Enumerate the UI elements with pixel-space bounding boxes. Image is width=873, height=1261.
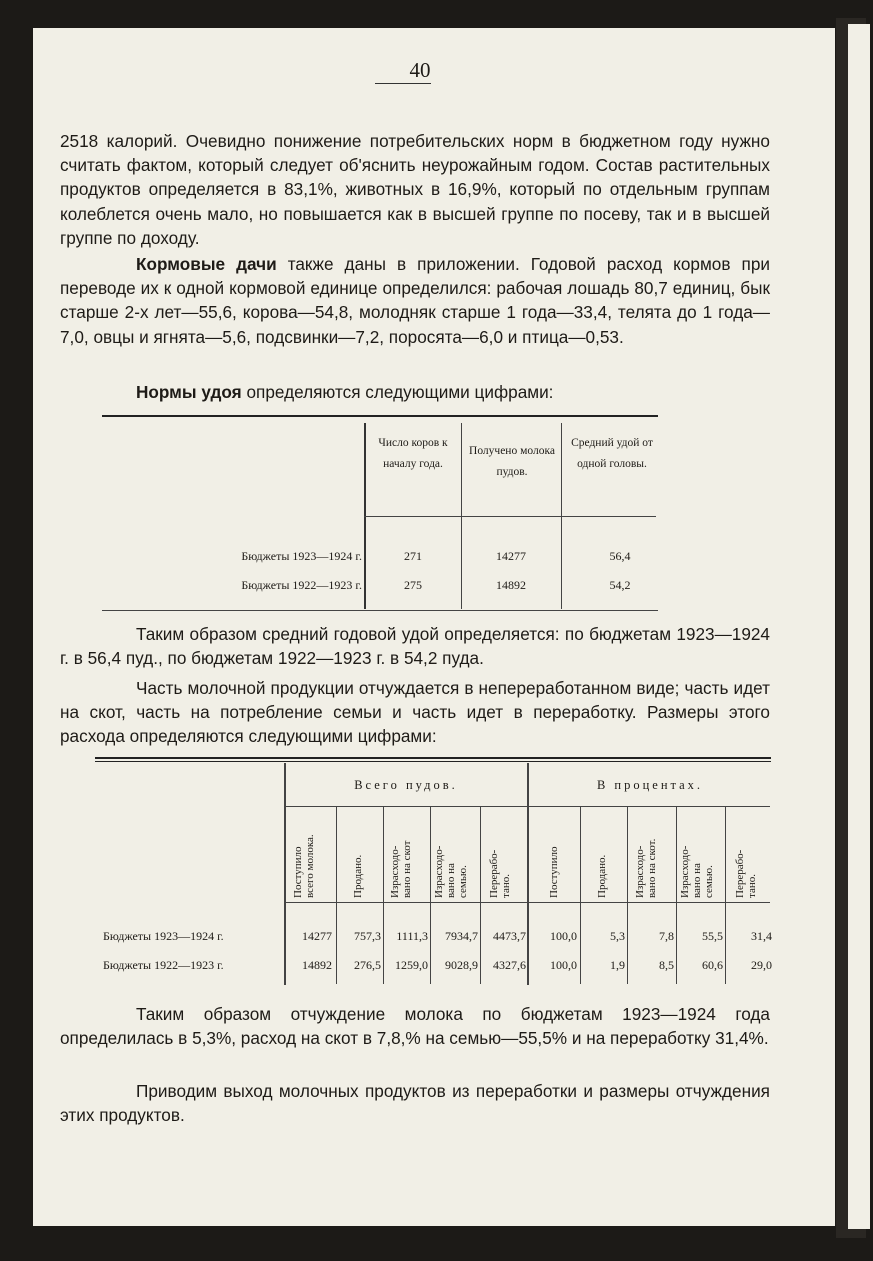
cell-family: 7934,7 xyxy=(445,929,478,943)
cell-family: 9028,9 xyxy=(445,958,478,972)
table-header-rule xyxy=(285,902,770,903)
table-column-divider xyxy=(284,763,286,985)
header-to-livestock: Израсходо- вано на скот xyxy=(389,840,413,898)
cell-sold: 757,3 xyxy=(354,929,381,943)
group-header-percent: В процентах. xyxy=(596,778,704,792)
table-rule xyxy=(102,610,658,611)
paragraph-disposal-summary: Таким образом отчуждение молока по бюджетам 1923—1924 года определилась в 5,3%, расход на скот в 7,8,% на семью—55,5% и на переработку 31,4%. xyxy=(60,1004,770,1049)
cell-processed: 4327,6 xyxy=(493,958,526,972)
header-received-total: Поступило всего молока. xyxy=(292,834,316,898)
cell-received-percent: 100,0 xyxy=(550,929,577,943)
cell-cows: 275 xyxy=(404,578,422,592)
cell-livestock-percent: 7,8 xyxy=(659,929,674,943)
paragraph-milk-disposal: Часть молочной продукции отчуждается в непереработанном виде; часть идет на скот, часть на потребление семьи и часть идет в переработку. Размеры этого расхода определяются следующими цифрами: xyxy=(60,678,770,747)
header-processed: Перерабо- тано. xyxy=(488,849,512,898)
table-rule xyxy=(95,757,771,759)
row-label: Бюджеты 1922—1923 г. xyxy=(103,958,224,972)
feed-rations-heading: Кормовые дачи xyxy=(136,254,277,274)
row-label: Бюджеты 1922—1923 г. xyxy=(241,578,362,592)
cell-milk: 14892 xyxy=(496,578,526,592)
milk-yield-heading: Нормы удоя xyxy=(136,382,242,402)
cell-received: 14277 xyxy=(302,929,332,943)
paragraph-feed-rations xyxy=(60,252,770,349)
page-number-rule xyxy=(375,83,431,84)
header-to-family: Израсходо- вано на семью. xyxy=(433,845,469,898)
feed-rations-text: также даны в приложении. Годовой расход кормов при переводе их к одной кормовой единице определился: рабочая лошадь 80,7 единиц, бык старше 2-х лет—55,6, корова—54,8, молодняк старше 1 года—33,4, телята до 1 года—7,0, овцы и ягнята—5,6, подсвинки—7,2, поросята—6,0 и птица—0,53. xyxy=(60,254,770,347)
group-header-total: Всего пудов. xyxy=(354,778,458,792)
header-sold-percent: Продано. xyxy=(596,854,608,898)
header-to-livestock-percent: Израсходо- вано на скот. xyxy=(634,838,658,898)
cell-milk: 14277 xyxy=(496,549,526,563)
header-milk: Получено молока пудов. xyxy=(469,445,555,478)
cell-family-percent: 60,6 xyxy=(702,958,723,972)
cell-livestock-percent: 8,5 xyxy=(659,958,674,972)
cell-average: 54,2 xyxy=(609,578,631,592)
cell-livestock: 1111,3 xyxy=(396,929,428,943)
paragraph-average-yield: Таким образом средний годовой удой определяется: по бюджетам 1923—1924 г. в 56,4 пуд., по бюджетам 1922—1923 г. в 54,2 пуда. xyxy=(60,624,770,669)
cell-sold-percent: 1,9 xyxy=(610,958,625,972)
page-number: 40 xyxy=(409,58,431,82)
cell-processed-percent: 29,0 xyxy=(751,958,772,972)
header-cows: Число коров к началу года. xyxy=(378,437,448,470)
header-processed-percent: Перерабо- тано. xyxy=(734,849,758,898)
table-header-rule xyxy=(528,806,770,807)
header-average: Средний удой от одной головы. xyxy=(571,437,653,470)
cell-received-percent: 100,0 xyxy=(550,958,577,972)
row-label: Бюджеты 1923—1924 г. xyxy=(241,549,362,563)
table-header-rule xyxy=(285,806,527,807)
cell-sold-percent: 5,3 xyxy=(610,929,625,943)
paragraph-consumption-norms: 2518 калорий. Очевидно понижение потребительских норм в бюджетном году нужно считать фактом, который следует об'яснить неурожайным годом. Состав растительных продуктов определяется в 83,1%, животных в 16,9%, который по отдельным группам колеблется очень мало, но повышается как в высшей группе по посеву, так и в высшей группе по доходу. xyxy=(60,131,770,248)
header-received-percent: Поступило xyxy=(548,846,560,898)
next-page-edge xyxy=(848,24,870,1229)
cell-family-percent: 55,5 xyxy=(702,929,723,943)
paragraph-milk-yield-intro xyxy=(60,380,770,404)
cell-livestock: 1259,0 xyxy=(395,958,428,972)
cell-processed-percent: 31,4 xyxy=(751,929,772,943)
paragraph-dairy-products: Приводим выход молочных продуктов из переработки и размеры отчуждения этих продуктов. xyxy=(60,1081,770,1126)
table-header-rule xyxy=(364,516,656,517)
header-sold: Продано. xyxy=(352,854,364,898)
table-rule xyxy=(95,761,771,762)
milk-yield-intro-text: определяются следующими цифрами: xyxy=(241,382,554,402)
cell-received: 14892 xyxy=(302,958,332,972)
table-column-divider xyxy=(527,763,529,985)
row-label: Бюджеты 1923—1924 г. xyxy=(103,929,224,943)
cell-sold: 276,5 xyxy=(354,958,381,972)
table-rule xyxy=(102,415,658,417)
cell-processed: 4473,7 xyxy=(493,929,526,943)
cell-average: 56,4 xyxy=(609,549,631,563)
header-to-family-percent: Израсходо- вано на семью. xyxy=(679,845,715,898)
cell-cows: 271 xyxy=(404,549,422,563)
